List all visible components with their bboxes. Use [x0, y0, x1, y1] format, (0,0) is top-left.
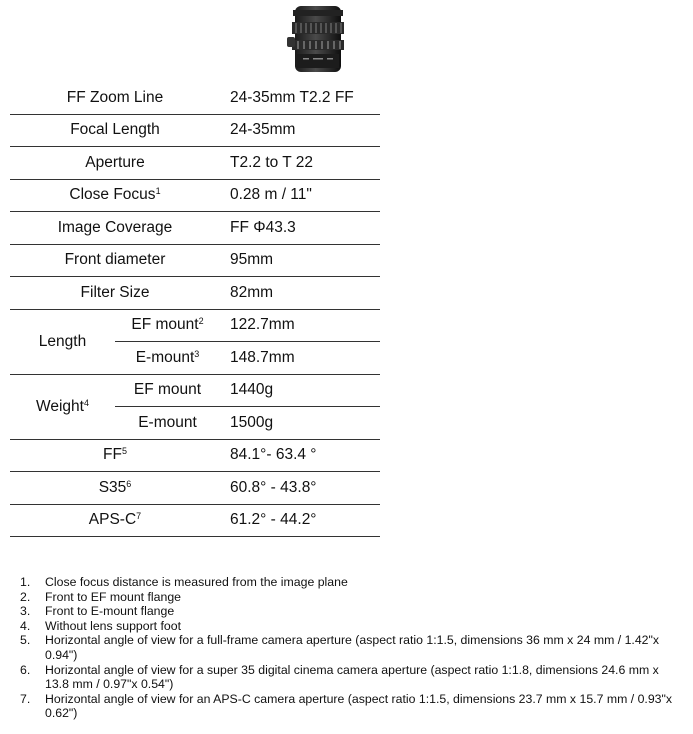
- footnote-text: Horizontal angle of view for a super 35 digital cinema camera aperture (aspect ratio 1:1.8, dimensions 24.6 mm x 13.8 mm / 0.97"x 0.54"): [45, 662, 659, 692]
- spec-row-weight-ef: [10, 374, 380, 407]
- footnote-number: 3.: [20, 604, 31, 619]
- footnote-item: [20, 633, 685, 662]
- spec-row-front-diameter: [10, 244, 380, 277]
- spec-value: 24-35mm T2.2 FF: [220, 82, 380, 114]
- footnote-number: 5.: [20, 633, 31, 648]
- spec-row-aperture: [10, 147, 380, 180]
- footnote-item: [20, 663, 685, 692]
- spec-sublabel: EF mount$^2$: [115, 309, 220, 342]
- footnote-item: [20, 575, 685, 590]
- footnote-ref: 3: [194, 348, 200, 359]
- spec-label: FF Zoom Line: [10, 82, 220, 114]
- spec-row-length-ef: [10, 309, 380, 342]
- spec-table: [10, 82, 380, 537]
- spec-row-close-focus: [10, 179, 380, 212]
- spec-value: 0.28 m / 11": [220, 179, 380, 212]
- footnote-ref: 2: [198, 316, 204, 327]
- spec-group-label: Weight$^4$: [10, 374, 115, 439]
- footnote-item: [20, 590, 685, 605]
- footnote-item: [20, 619, 685, 634]
- footnote-number: 2.: [20, 589, 31, 604]
- spec-label: Filter Size: [10, 277, 220, 310]
- spec-label: $FF^5$: [10, 439, 220, 472]
- spec-label: Focal Length: [10, 114, 220, 147]
- lens-product-image: [285, 4, 351, 74]
- spec-row-angle-s35: [10, 472, 380, 505]
- spec-row-angle-ff: [10, 439, 380, 472]
- spec-value: T2.2 to T 22: [220, 147, 380, 180]
- spec-value: 84.1°- 63.4 °: [220, 439, 380, 472]
- spec-row-zoom-line: [10, 82, 380, 114]
- spec-label: $S35^6$: [10, 472, 220, 505]
- spec-row-filter-size: [10, 277, 380, 310]
- spec-value: 122.7mm: [220, 309, 380, 342]
- footnote-ref: 4: [83, 397, 89, 408]
- spec-value: 1440g: [220, 374, 380, 407]
- spec-label: Image Coverage: [10, 212, 220, 245]
- footnote-item: [20, 604, 685, 619]
- spec-value: 82mm: [220, 277, 380, 310]
- spec-sublabel: EF mount: [115, 374, 220, 407]
- footnote-ref: 6: [126, 478, 132, 489]
- spec-value: 95mm: [220, 244, 380, 277]
- footnote-text: Horizontal angle of view for an APS-C camera aperture (aspect ratio 1:1.5, dimensions 23.7 mm x 15.7 mm / 0.93"x 0.62"): [45, 691, 673, 721]
- spec-row-angle-apsc: [10, 504, 380, 537]
- spec-value: FF Φ43.3: [220, 212, 380, 245]
- footnotes-list: [20, 575, 685, 721]
- footnote-text: Close focus distance is measured from the image plane: [45, 575, 348, 589]
- spec-sublabel: E-mount$^3$: [115, 342, 220, 375]
- spec-row-image-coverage: [10, 212, 380, 245]
- footnote-ref: 1: [155, 186, 161, 197]
- footnote-number: 6.: [20, 662, 31, 677]
- spec-group-label: Length: [10, 309, 115, 374]
- footnote-item: [20, 692, 685, 721]
- footnote-ref: 7: [136, 511, 142, 522]
- spec-value: 1500g: [220, 407, 380, 440]
- spec-row-focal-length: [10, 114, 380, 147]
- spec-value: 61.2° - 44.2°: [220, 504, 380, 537]
- footnote-text: Front to EF mount flange: [45, 589, 182, 604]
- footnote-text: Front to E-mount flange: [45, 604, 175, 619]
- footnote-number: 7.: [20, 691, 31, 706]
- spec-label: Aperture: [10, 147, 220, 180]
- spec-value: 148.7mm: [220, 342, 380, 375]
- spec-value: 60.8° - 43.8°: [220, 472, 380, 505]
- footnote-number: 4.: [20, 618, 31, 633]
- footnote-text: Horizontal angle of view for a full-frame camera aperture (aspect ratio 1:1.5, dimensions 36 mm x 24 mm / 1.42"x 0.94"): [45, 633, 660, 662]
- spec-label: APS-$C^7$: [10, 504, 220, 537]
- spec-label: Close Focus$^1$: [10, 179, 220, 212]
- footnote-ref: 5: [121, 446, 127, 457]
- spec-sublabel: E-mount: [115, 407, 220, 440]
- footnote-number: 1.: [20, 575, 31, 589]
- spec-value: 24-35mm: [220, 114, 380, 147]
- footnote-text: Without lens support foot: [45, 618, 182, 633]
- spec-label: Front diameter: [10, 244, 220, 277]
